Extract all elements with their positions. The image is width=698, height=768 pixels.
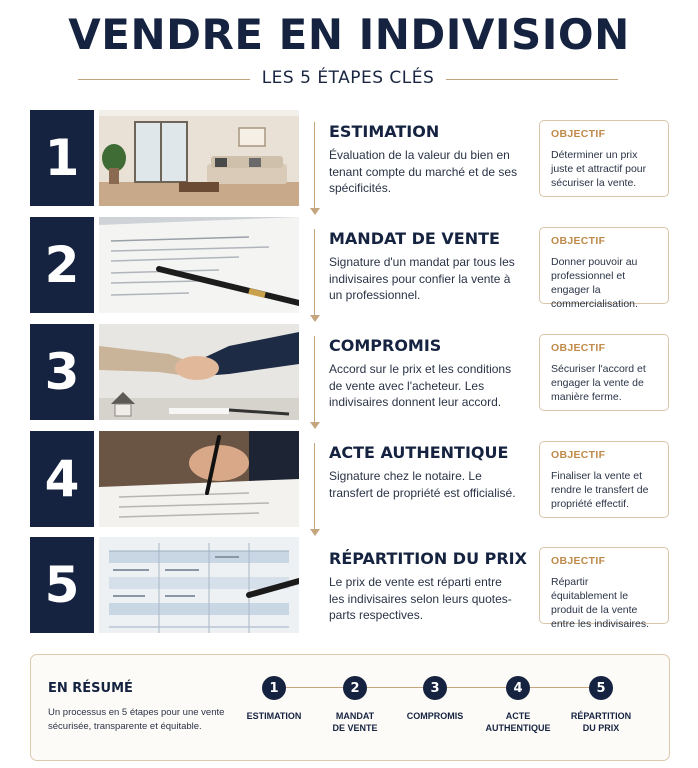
connector-line (314, 122, 315, 212)
summary-text: Un processus en 5 étapes pour une vente sécurisée, transparente et équitable. (48, 707, 225, 732)
step-number: 4 (30, 431, 94, 527)
connector-line (314, 229, 315, 319)
summary-step (561, 676, 641, 734)
down-arrow-icon (310, 208, 320, 215)
objective-label: OBJECTIF (551, 342, 606, 354)
summary-title: EN RÉSUMÉ (48, 681, 133, 696)
summary-step-number: 3 (423, 676, 447, 700)
objective-text: Sécuriser l'accord et engager la vente de manière ferme. (551, 363, 646, 403)
summary-panel (30, 654, 670, 761)
summary-step (315, 676, 395, 734)
summary-step (478, 676, 558, 734)
divider-right (446, 79, 618, 80)
objective-card (539, 227, 669, 310)
spreadsheet-pen-photo (99, 537, 299, 633)
summary-step-label: COMPROMIS (406, 711, 464, 721)
signing-photo (99, 431, 299, 527)
step-title: RÉPARTITION DU PRIX (329, 549, 527, 568)
step-title: ESTIMATION (329, 122, 440, 141)
down-arrow-icon (310, 422, 320, 429)
summary-step-label: RÉPARTITION DU PRIX (570, 711, 632, 733)
summary-step-number: 1 (262, 676, 286, 700)
summary-step-label: MANDAT DE VENTE (332, 711, 378, 733)
step-description: Évaluation de la valeur du bien en tenant compte du marché et de ses spécificités. (329, 148, 518, 195)
objective-text: Donner pouvoir au professionnel et engager la commercialisation. (551, 256, 638, 310)
step-description: Signature d'un mandat par tous les indivisaires pour confier la vente à un professionnel. (329, 255, 515, 302)
objective-text: Déterminer un prix juste et attractif pour sécuriser la vente. (551, 149, 647, 189)
objective-label: OBJECTIF (551, 128, 606, 140)
summary-step-number: 5 (589, 676, 613, 700)
objective-card (539, 334, 669, 411)
step-title: MANDAT DE VENTE (329, 229, 500, 248)
connector-line (314, 336, 315, 426)
subtitle-row (78, 68, 618, 90)
summary-step (234, 676, 314, 722)
step-description: Accord sur le prix et les conditions de vente avec l'acheteur. Les indivisaires donnent leur accord. (329, 362, 512, 409)
step-compromis (30, 324, 670, 420)
document-pen-photo (99, 217, 299, 313)
step-mandat-de-vente (30, 217, 670, 313)
objective-card (539, 547, 669, 630)
down-arrow-icon (310, 315, 320, 322)
handshake-house-photo (99, 324, 299, 420)
step-title: COMPROMIS (329, 336, 442, 355)
connector-line (314, 443, 315, 533)
summary-step-label: ACTE AUTHENTIQUE (485, 711, 551, 733)
summary-step-number: 4 (506, 676, 530, 700)
page-subtitle: LES 5 ÉTAPES CLÉS (261, 68, 435, 88)
objective-text: Répartir équitablement le produit de la vente entre les indivisaires. (551, 576, 650, 630)
objective-card (539, 441, 669, 518)
step-number: 1 (30, 110, 94, 206)
summary-step-number: 2 (343, 676, 367, 700)
step-description: Signature chez le notaire. Le transfert de propriété est officialisé. (329, 469, 516, 500)
step-number: 5 (30, 537, 94, 633)
objective-label: OBJECTIF (551, 449, 606, 461)
step-description: Le prix de vente est réparti entre les indivisaires selon leurs quotes-parts respectives. (329, 575, 512, 622)
step-number: 3 (30, 324, 94, 420)
objective-card (539, 120, 669, 197)
down-arrow-icon (310, 529, 320, 536)
page-title: VENDRE EN INDIVISION (68, 10, 630, 59)
step-number: 2 (30, 217, 94, 313)
summary-step (395, 676, 475, 722)
summary-step-label: ESTIMATION (246, 711, 302, 721)
objective-label: OBJECTIF (551, 235, 606, 247)
step-repartition-du-prix (30, 537, 670, 633)
step-acte-authentique (30, 431, 670, 527)
step-estimation (30, 110, 670, 206)
objective-text: Finaliser la vente et rendre le transfert de propriété effectif. (551, 470, 649, 510)
living-room-photo (99, 110, 299, 206)
step-title: ACTE AUTHENTIQUE (329, 443, 509, 462)
objective-label: OBJECTIF (551, 555, 606, 567)
